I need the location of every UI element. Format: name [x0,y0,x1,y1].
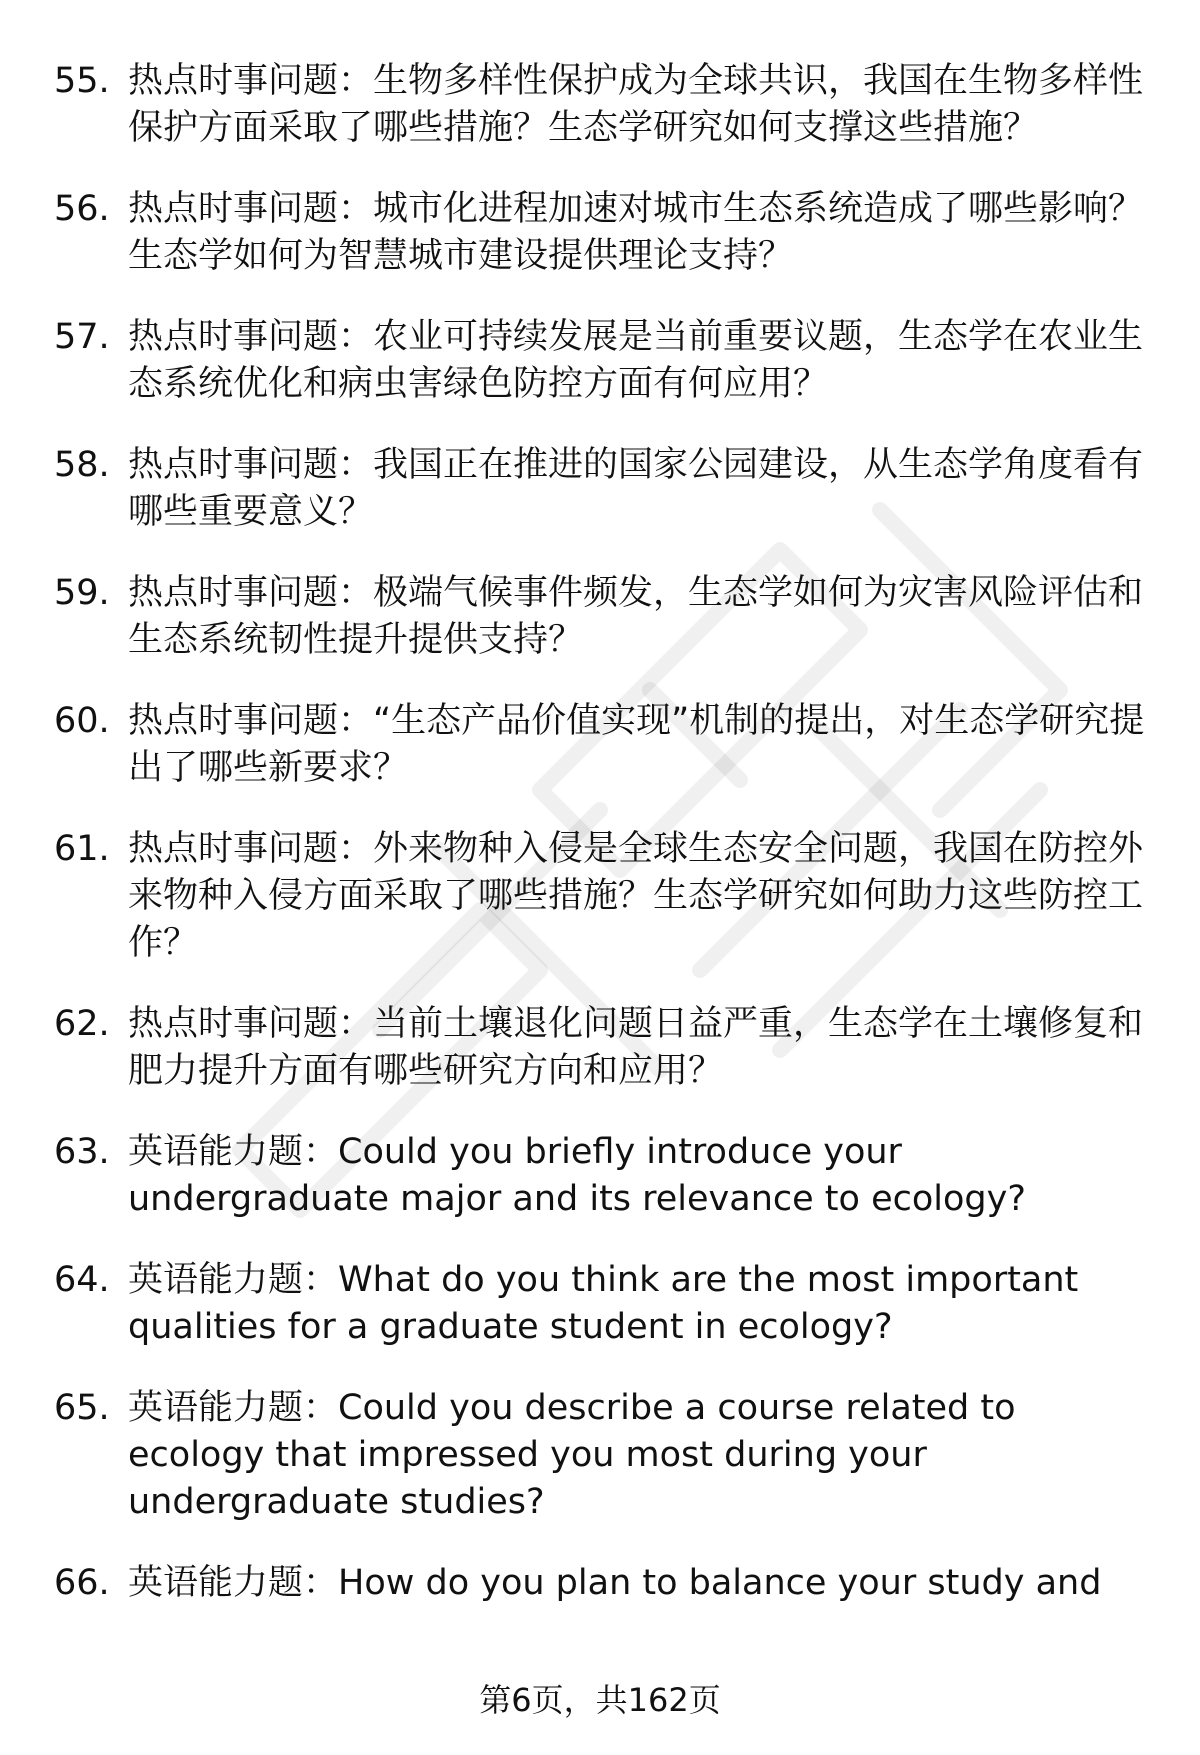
question-number: 56. [54,189,110,229]
question-number: 60. [54,701,110,741]
list-item [0,186,1200,280]
question-text: 热点时事问题：城市化进程加速对城市生态系统造成了哪些影响？生态学如何为智慧城市建设提供理论支持？ [128,189,1144,276]
question-text: 热点时事问题：“生态产品价值实现”机制的提出，对生态学研究提出了哪些新要求？ [128,701,1145,788]
list-item [0,1001,1200,1095]
question-number: 58. [54,445,110,485]
question-text: 热点时事问题：外来物种入侵是全球生态安全问题，我国在防控外来物种入侵方面采取了哪些措施？生态学研究如何助力这些防控工作？ [128,829,1144,963]
list-item [0,826,1200,967]
question-number: 62. [54,1004,110,1044]
question-text: 英语能力题：What do you think are the most important qualities for a graduate student in ecology? [128,1260,1079,1347]
question-list [0,58,1200,1641]
question-text: 热点时事问题：我国正在推进的国家公园建设，从生态学角度看有哪些重要意义？ [128,445,1144,532]
list-item [0,1129,1200,1223]
list-item [0,1560,1200,1607]
list-item [0,442,1200,536]
list-item [0,58,1200,152]
list-item [0,570,1200,664]
question-text: 热点时事问题：当前土壤退化问题日益严重，生态学在土壤修复和肥力提升方面有哪些研究方向和应用？ [128,1004,1144,1091]
list-item [0,698,1200,792]
question-number: 63. [54,1132,110,1172]
question-number: 61. [54,829,110,869]
list-item [0,1385,1200,1526]
list-item [0,314,1200,408]
question-text: 热点时事问题：生物多样性保护成为全球共识，我国在生物多样性保护方面采取了哪些措施？生态学研究如何支撑这些措施？ [128,61,1144,148]
question-text: 英语能力题：Could you briefly introduce your undergraduate major and its relevance to ecology? [128,1132,1026,1219]
question-text: 英语能力题：How do you plan to balance your study and [128,1563,1102,1603]
question-text: 热点时事问题：极端气候事件频发，生态学如何为灾害风险评估和生态系统韧性提升提供支持？ [128,573,1144,660]
question-text: 英语能力题：Could you describe a course related to ecology that impressed you most during your undergraduate studies? [128,1388,1016,1522]
question-number: 55. [54,61,110,101]
question-number: 59. [54,573,110,613]
page-number-footer: 第6页，共162页 [479,1681,721,1719]
question-number: 64. [54,1260,110,1300]
question-number: 66. [54,1563,110,1603]
question-number: 65. [54,1388,110,1428]
list-item [0,1257,1200,1351]
question-number: 57. [54,317,110,357]
question-text: 热点时事问题：农业可持续发展是当前重要议题，生态学在农业生态系统优化和病虫害绿色防控方面有何应用？ [128,317,1144,404]
